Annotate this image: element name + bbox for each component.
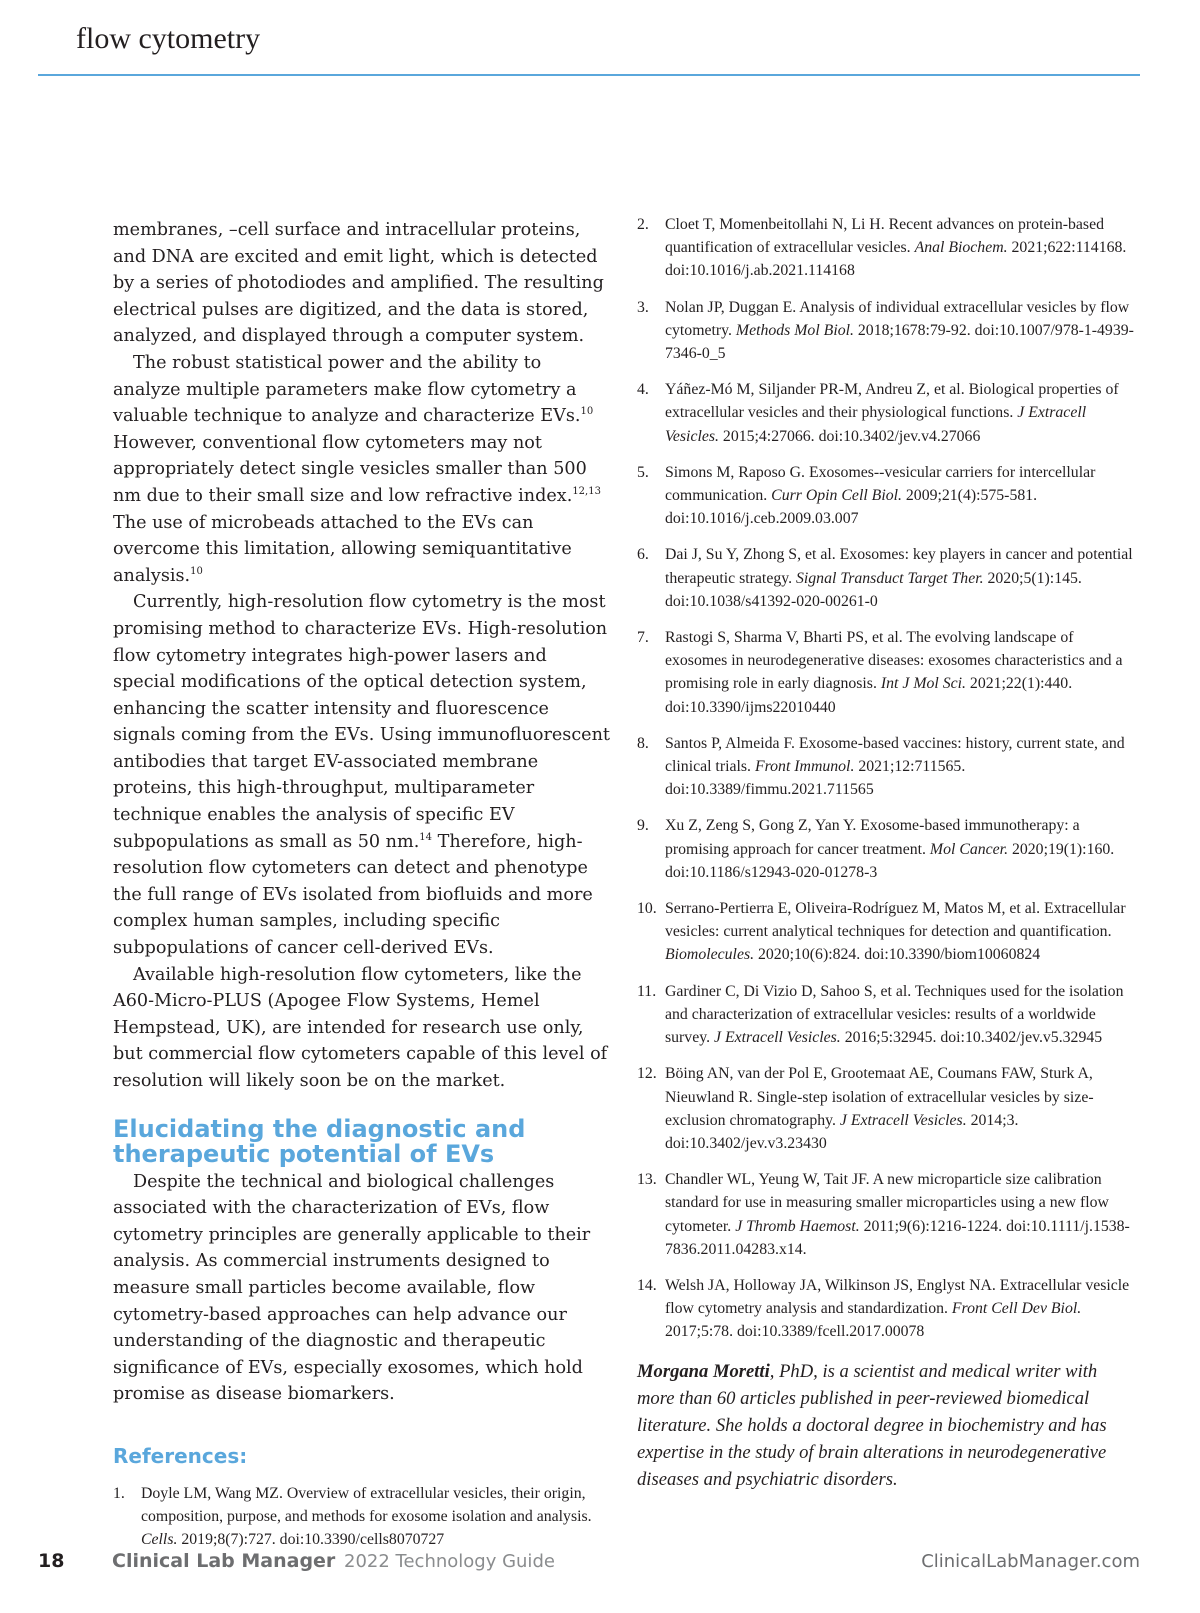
paragraph-5: Despite the technical and biological challenges associated with the characterization of EVs, flow cytometry principles are generally applicable to their analysis. As commercial instruments designed to measure small particles become available, flow cytometry-based approaches can help advance our understanding of the diagnostic and therapeutic significance of EVs, especially exosomes, which hold promise as disease biomarkers. <box>113 1171 591 1405</box>
section-heading: Elucidating the diagnostic and therapeutic potential of EVs <box>113 1114 526 1168</box>
paragraph-4: Available high-resolution flow cytometers, like the A60-Micro-PLUS (Apogee Flow Systems, Hemel Hempstead, UK), are intended for research use only, but commercial flow cytometers capable of this level of resolution will likely soon be on the market. <box>113 964 608 1091</box>
reference-item: 4. Yáñez-Mó M, Siljander PR-M, Andreu Z, et al. Biological properties of extracellular vesicles and their physiological functions. J Extracell Vesicles. 2015;4:27066. doi:10.3402/jev.v4.27066 <box>637 381 1119 445</box>
author-name: Morgana Moretti <box>637 1360 770 1382</box>
reference-item: 13. Chandler WL, Yeung W, Tait JF. A new microparticle size calibration standard for use in measuring smaller microparticles using a new flow cytometer. J Thromb Haemost. 2011;9(6):1216-1224. doi:10.1111/j.1538-7836.2011.04283.x14. <box>637 1171 1130 1258</box>
reference-item: 5. Simons M, Raposo G. Exosomes--vesicular carriers for intercellular communication. Curr Opin Cell Biol. 2009;21(4):575-581. doi:10.1016/j.ceb.2009.03.007 <box>637 463 1096 528</box>
reference-item: 8. Santos P, Almeida F. Exosome-based vaccines: history, current state, and clinical trials. Front Immunol. 2021;12:711565. doi:10.3389/fimmu.2021.711565 <box>637 734 1125 799</box>
reference-item: 11. Gardiner C, Di Vizio D, Sahoo S, et al. Techniques used for the isolation and characterization of extracellular vesicles: results of a worldwide survey. J Extracell Vesicles. 2016;5:32945. doi:10.3402/jev.v5.32945 <box>637 982 1124 1047</box>
magazine-name: Clinical Lab Manager <box>112 1550 336 1572</box>
reference-item: 12. Böing AN, van der Pol E, Grootemaat AE, Coumans FAW, Sturk A, Nieuwland R. Single-step isolation of extracellular vesicles by size-exclusion chromatography. J Extracell Vesicles. 2014;3. doi:10.3402/jev.v3.23430 <box>637 1065 1094 1152</box>
citation: 10 <box>190 565 203 577</box>
reference-item: 7. Rastogi S, Sharma V, Bharti PS, et al. The evolving landscape of exosomes in neurodegenerative diseases: exosomes characteristics and a promising role in early diagnosis. Int J Mol Sci. 2021;22(1):440. doi:10.3390/ijms22010440 <box>637 629 1123 716</box>
section-title: flow cytometry <box>76 22 261 55</box>
author-bio: Morgana Moretti, PhD, is a scientist and medical writer with more than 60 articles published in peer-reviewed biomedical literature. She holds a doctoral degree in biochemistry and has expertise in the study of brain alterations in neurodegenerative diseases and psychiatric disorders. <box>637 1360 1107 1490</box>
right-column <box>637 213 1137 1493</box>
reference-item: 2. Cloet T, Momenbeitollahi N, Li H. Recent advances on protein-based quantification of extracellular vesicles. Anal Biochem. 2021;622:114168. doi:10.1016/j.ab.2021.114168 <box>637 216 1127 280</box>
header-divider <box>38 74 1140 76</box>
citation: 12,13 <box>572 486 601 498</box>
reference-item: 1. Doyle LM, Wang MZ. Overview of extracellular vesicles, their origin, composition, purpose, and methods for exosome isolation and analysis. Cells. 2019;8(7):727. doi:10.3390/cells8070727 <box>113 1484 592 1549</box>
citation: 10 <box>580 406 594 418</box>
reference-item: 14. Welsh JA, Holloway JA, Wilkinson JS, Englyst NA. Extracellular vesicle flow cytometry analysis and standardization. Front Cell Dev Biol. 2017;5:78. doi:10.3389/fcell.2017.00078 <box>637 1276 1130 1341</box>
citation: 14 <box>419 831 433 843</box>
references-heading: References: <box>113 1443 248 1468</box>
paragraph-3: Currently, high-resolution flow cytometry is the most promising method to characterize EVs. High-resolution flow cytometry integrates high-power lasers and special modifications of the optical detection system, enhancing the scatter intensity and fluorescence signals coming from the EVs. Using immunofluorescent antibodies that target EV-associated membrane proteins, this high-throughput, multiparameter technique enables the analysis of specific EV subpopulations as small as 50 nm.$^{14}$ Therefore, high-resolution flow cytometers can detect and phenotype the full range of EVs isolated from biofluids and more complex human samples, including specific subpopulations of cancer cell-derived EVs. <box>113 592 610 959</box>
left-column <box>113 217 613 1565</box>
page-number: 18 <box>38 1550 65 1572</box>
reference-item: 3. Nolan JP, Duggan E. Analysis of individual extracellular vesicles by flow cytometry. Methods Mol Biol. 2018;1678:79-92. doi:10.1007/978-1-4939-7346-0_5 <box>637 298 1134 363</box>
reference-item: 6. Dai J, Su Y, Zhong S, et al. Exosomes: key players in cancer and potential therapeutic strategy. Signal Transduct Target Ther. 2020;5(1):145. doi:10.1038/s41392-020-00261-0 <box>637 546 1133 610</box>
references-list-left <box>113 1482 613 1552</box>
page-footer <box>38 1550 1140 1580</box>
references-list-right <box>637 213 1137 1344</box>
issue-title: 2022 Technology Guide <box>344 1551 555 1572</box>
paragraph-2: The robust statistical power and the ability to analyze multiple parameters make flow cytometry a valuable technique to analyze and characterize EVs.$^{10}$ However, conventional flow cytometers may not appropriately detect single vesicles smaller than 500 nm due to their small size and low refractive index.$^{12,13}$ The use of microbeads attached to the EVs can overcome this limitation, allowing semiquantitative analysis.$^{10}$ <box>113 352 601 586</box>
paragraph-1: membranes, –cell surface and intracellular proteins, and DNA are excited and emit light, which is detected by a series of photodiodes and amplified. The resulting electrical pulses are digitized, and the data is stored, analyzed, and displayed through a computer system. <box>113 220 604 347</box>
website-link[interactable]: ClinicalLabManager.com <box>921 1551 1140 1572</box>
article-body <box>113 217 613 1408</box>
reference-item: 10. Serrano-Pertierra E, Oliveira-Rodríguez M, Matos M, et al. Extracellular vesicles: current analytical techniques for detection and quantification. Biomolecules. 2020;10(6):824. doi:10.3390/biom10060824 <box>637 900 1126 964</box>
reference-item: 9. Xu Z, Zeng S, Gong Z, Yan Y. Exosome-based immunotherapy: a promising approach for cancer treatment. Mol Cancer. 2020;19(1):160. doi:10.1186/s12943-020-01278-3 <box>637 817 1115 881</box>
